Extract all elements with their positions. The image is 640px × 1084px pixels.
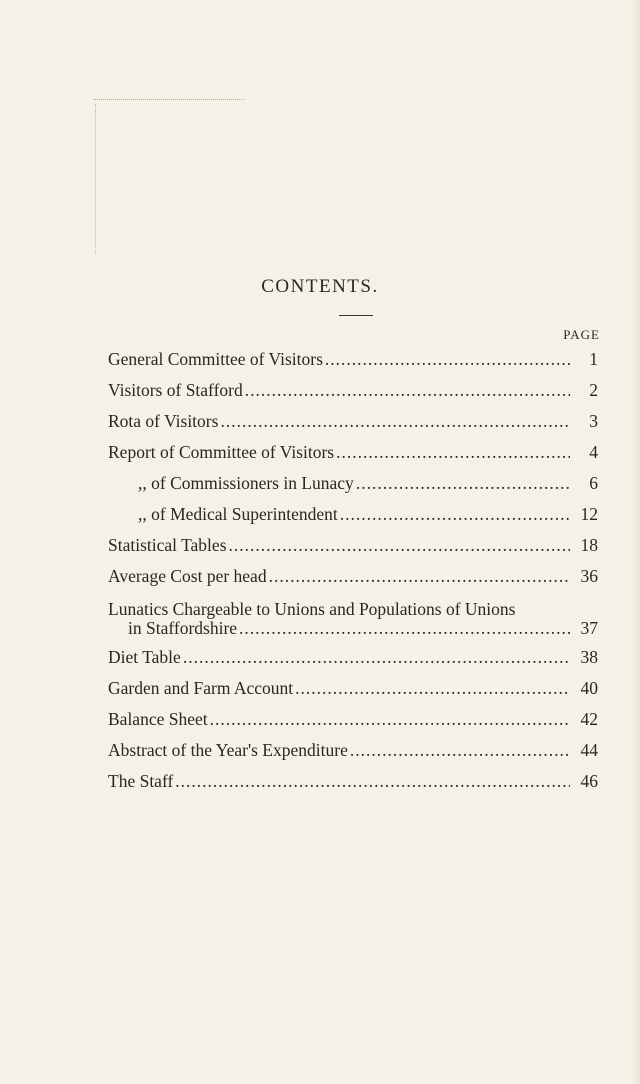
toc-entry <box>108 344 598 375</box>
toc-entry-page: 12 <box>580 504 598 524</box>
toc-entry <box>108 437 598 468</box>
toc-entry-continuation <box>108 619 598 638</box>
page-title: CONTENTS. <box>261 276 379 297</box>
toc-entry-page: 42 <box>580 709 598 729</box>
toc-entry-label: The Staff <box>108 771 174 791</box>
toc-entry-label: ,, of Commissioners in Lunacy <box>138 473 354 493</box>
title-rule <box>339 315 373 316</box>
toc-entry-label: Statistical Tables <box>108 535 227 555</box>
toc-entry-page: 46 <box>580 771 598 791</box>
toc-entry-page: 44 <box>580 740 598 760</box>
toc-entry <box>108 468 598 499</box>
toc-entry-label: Abstract of the Year's Expenditure <box>108 740 348 760</box>
dot-leader <box>356 468 570 499</box>
dot-leader <box>295 673 570 704</box>
dot-leader <box>325 344 570 375</box>
toc-entry-page: 2 <box>589 380 598 400</box>
toc-entry-page: 36 <box>580 566 598 586</box>
toc-entry-page: 1 <box>589 349 598 369</box>
dot-leader <box>175 766 570 797</box>
toc-entry-label: Visitors of Stafford <box>108 380 243 400</box>
toc-entry-label: Lunatics Chargeable to Unions and Populations of Unions <box>108 599 516 619</box>
toc-entry-page: 40 <box>580 678 598 698</box>
toc-entry <box>108 375 598 406</box>
toc-entry <box>108 561 598 592</box>
toc-entry <box>108 642 598 673</box>
toc-entry <box>108 766 598 797</box>
toc-entry-label: Rota of Visitors <box>108 411 219 431</box>
toc-entry-page: 3 <box>589 411 598 431</box>
dot-leader <box>340 499 570 530</box>
toc-entry-page: 37 <box>580 618 598 638</box>
toc-entry-label: ,, of Medical Superintendent <box>138 504 338 524</box>
dot-leader <box>239 619 570 638</box>
toc-entry <box>108 673 598 704</box>
dot-leader <box>245 375 570 406</box>
toc-entry <box>108 735 598 766</box>
page-edge-shadow <box>632 0 640 1084</box>
toc-entry-page: 38 <box>580 647 598 667</box>
toc-entry <box>108 530 598 561</box>
dot-leader <box>350 735 570 766</box>
toc-entry-label: Report of Committee of Visitors <box>108 442 335 462</box>
dot-leader <box>220 406 570 437</box>
toc-entry <box>108 592 598 642</box>
table-of-contents <box>108 344 598 797</box>
toc-entry-page: 4 <box>589 442 598 462</box>
toc-entry <box>108 406 598 437</box>
toc-entry-label-line2: in Staffordshire <box>128 618 238 638</box>
toc-entry-label: Garden and Farm Account <box>108 678 294 698</box>
dot-leader <box>210 704 570 735</box>
dot-leader <box>336 437 570 468</box>
page-column-header: PAGE <box>563 327 600 342</box>
dot-leader <box>229 530 570 561</box>
dot-leader <box>269 561 570 592</box>
toc-entry <box>108 499 598 530</box>
toc-entry-label: Average Cost per head <box>108 566 267 586</box>
toc-entry <box>108 704 598 735</box>
toc-entry-label: Balance Sheet <box>108 709 208 729</box>
toc-entry-page: 6 <box>589 473 598 493</box>
toc-entry-label: General Committee of Visitors <box>108 349 323 369</box>
toc-entry-page: 18 <box>580 535 598 555</box>
dot-leader <box>183 642 570 673</box>
bleed-through-mark-vertical <box>95 104 96 254</box>
bleed-through-mark <box>94 99 244 100</box>
toc-entry-label: Diet Table <box>108 647 181 667</box>
